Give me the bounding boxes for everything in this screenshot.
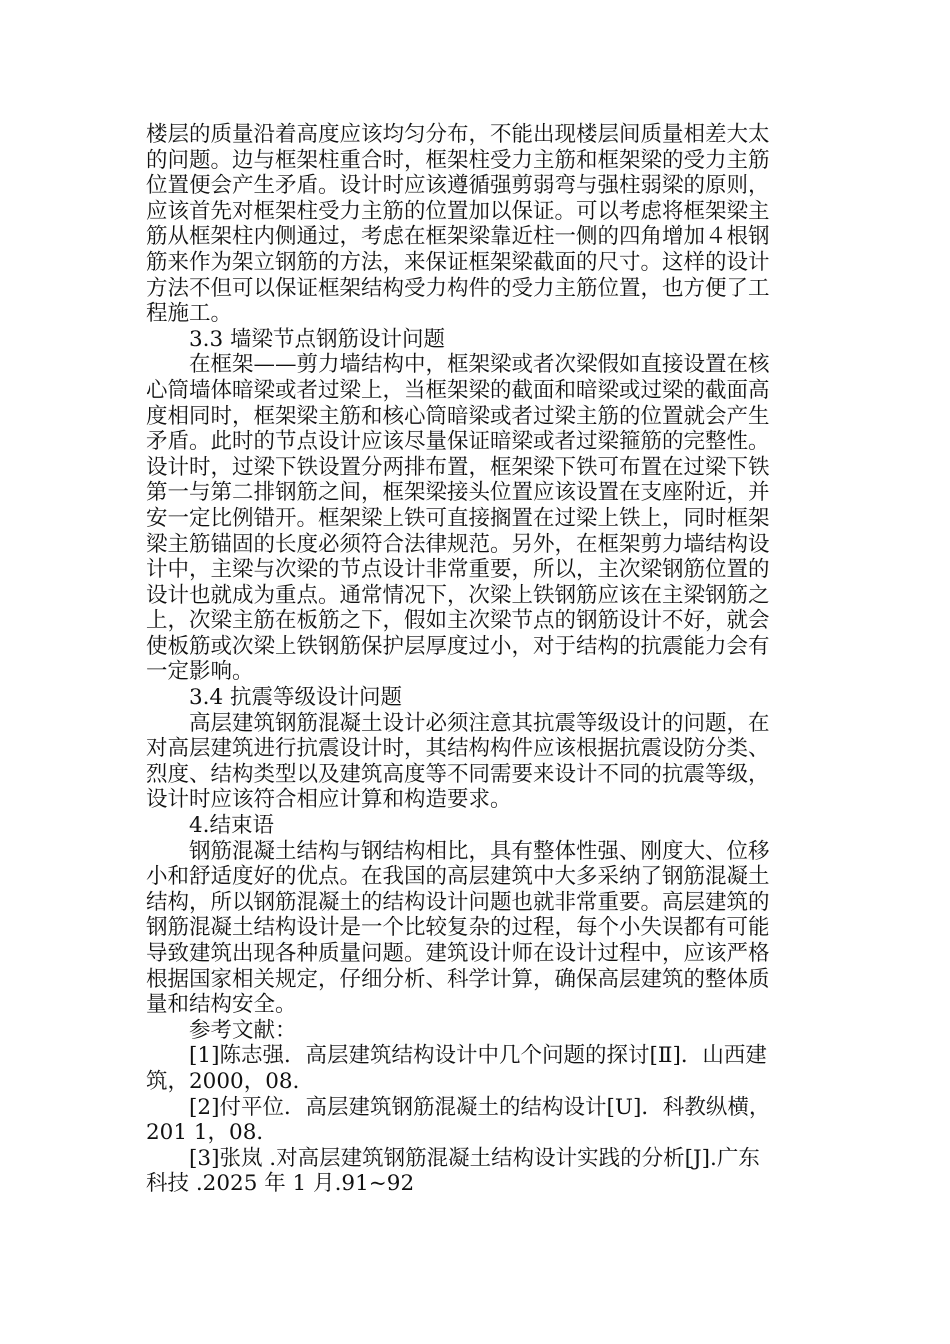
text-line: 筋从框架柱内侧通过，考虑在框架梁靠近柱一侧的四角增加４根钢 [146,224,770,250]
text-line: [1]陈志强．高层建筑结构设计中几个问题的探讨[Ⅱ]．山西建 [189,1043,767,1069]
text-line: 第一与第二排钢筋之间，框架梁接头位置应该设置在支座附近，并 [146,480,770,506]
text-line: 使板筋或次梁上铁钢筋保护层厚度过小，对于结构的抗震能力会有 [146,633,770,659]
text-line: 筋来作为架立钢筋的方法，来保证框架梁截面的尺寸。这样的设计 [146,249,770,275]
text-line: 设计也就成为重点。通常情况下，次梁上铁钢筋应该在主梁钢筋之 [146,582,770,608]
text-line: 设计时，过梁下铁设置分两排布置，框架梁下铁可布置在过梁下铁 [146,454,770,480]
text-line: 4.结束语 [189,813,275,839]
text-line: 钢筋混凝土结构与钢结构相比，具有整体性强、刚度大、位移 [189,838,770,864]
text-line: 方法不但可以保证框架结构受力构件的受力主筋位置，也方便了工 [146,275,770,301]
text-line: 科技 .2025 年 1 月.91~92 [146,1171,415,1197]
text-line: 上，次梁主筋在板筋之下，假如主次梁节点的钢筋设计不好，就会 [146,608,770,634]
text-line: 烈度、结构类型以及建筑高度等不同需要来设计不同的抗震等级， [146,761,770,787]
text-line: 设计时应该符合相应计算和构造要求。 [146,787,512,813]
text-line: 导致建筑出现各种质量问题。建筑设计师在设计过程中，应该严格 [146,941,770,966]
text-line: 安一定比例错开。框架梁上铁可直接搁置在过梁上铁上，同时框架 [146,505,770,531]
text-line: 筑，2000，08． [146,1068,315,1094]
text-line: 心筒墙体暗梁或者过梁上，当框架梁的截面和暗梁或过梁的截面高 [146,377,770,403]
text-line: 程施工。 [146,301,233,327]
text-line: 梁主筋锚固的长度必须符合法律规范。另外，在框架剪力墙结构设 [146,531,770,557]
text-line: 高层建筑钢筋混凝土设计必须注意其抗震等级设计的问题，在 [189,710,770,736]
text-line: 矛盾。此时的节点设计应该尽量保证暗梁或者过梁箍筋的完整性。 [146,429,770,455]
text-line: [2]付平位．高层建筑钢筋混凝土的结构设计[U]．科教纵横， [189,1094,771,1120]
text-line: 量和结构安全。 [146,992,297,1018]
text-line: 应该首先对框架柱受力主筋的位置加以保证。可以考虑将框架梁主 [146,198,770,224]
text-line: 201 1，08． [146,1120,278,1146]
text-line: 度相同时，框架梁主筋和核心筒暗梁或者过梁主筋的位置就会产生 [146,403,770,429]
text-line: 3.3 墙梁节点钢筋设计问题 [189,326,446,352]
text-line: 钢筋混凝土结构设计是一个比较复杂的过程，每个小失误都有可能 [146,915,770,941]
text-line: [3]张岚 .对高层建筑钢筋混凝土结构设计实践的分析[J].广东 [189,1145,760,1171]
text-line: 根据国家相关规定，仔细分析、科学计算，确保高层建筑的整体质 [146,966,770,992]
text-line: 小和舒适度好的优点。在我国的高层建筑中大多采纳了钢筋混凝土 [146,864,770,890]
text-line: 3.4 抗震等级设计问题 [189,685,403,711]
text-line: 位置便会产生矛盾。设计时应该遵循强剪弱弯与强柱弱梁的原则， [146,173,770,199]
text-line: 一定影响。 [146,659,254,685]
document-body [146,122,806,1197]
text-line: 楼层的质量沿着高度应该均匀分布，不能出现楼层间质量相差大太 [146,122,770,147]
text-line: 的问题。边与框架柱重合时，框架柱受力主筋和框架梁的受力主筋 [146,147,770,173]
text-line: 参考文献： [189,1017,297,1043]
text-line: 对高层建筑进行抗震设计时，其结构构件应该根据抗震设防分类、 [146,736,770,762]
text-line: 在框架——剪力墙结构中，框架梁或者次梁假如直接设置在核 [189,352,770,378]
text-line: 计中，主梁与次梁的节点设计非常重要，所以，主次梁钢筋位置的 [146,557,770,583]
text-line: 结构，所以钢筋混凝土的结构设计问题也就非常重要。高层建筑的 [146,889,770,915]
